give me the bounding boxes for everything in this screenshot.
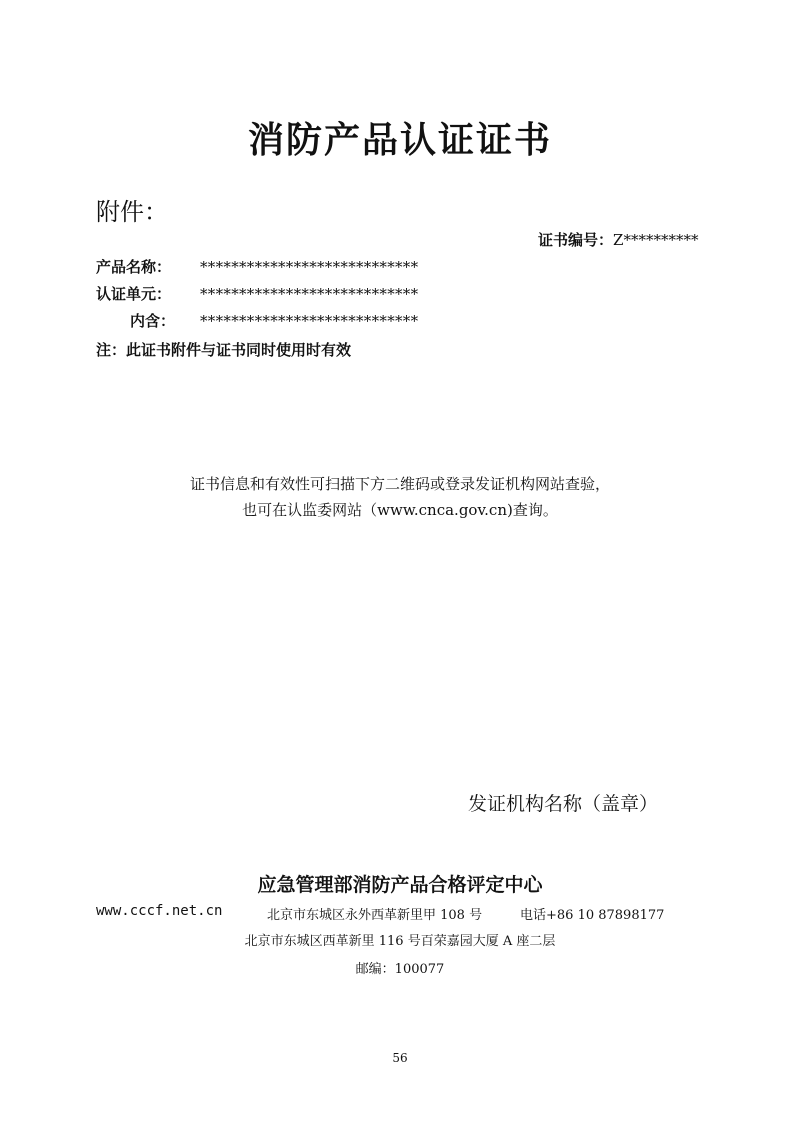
field-label: 产品名称： [96,258,172,276]
verify-info-line-2: 也可在认监委网站（www.cnca.gov.cn)查询。 [242,501,558,519]
issuer-address-1: 北京市东城区永外西革新里甲 108 号 [267,908,483,923]
certificate-number [538,229,698,250]
field-row-product-name [96,256,418,277]
validity-note: 注：此证书附件与证书同时使用时有效 [96,341,352,359]
certificate-number-label: 证书编号： [538,231,614,249]
field-value: **************************** [200,312,419,330]
field-label: 认证单元： [96,285,172,303]
page-number: 56 [392,1051,408,1065]
issuer-postcode: 邮编：100077 [355,962,445,977]
issuer-seal-text: 发证机构名称（盖章） [468,793,659,815]
field-row-contains [96,310,418,331]
issuer-website-link[interactable]: www.cccf.net.cn [96,903,223,919]
issuer-address-2: 北京市东城区西革新里 116 号百荣嘉园大厦 A 座二层 [244,934,556,949]
field-value: **************************** [200,285,419,303]
verify-info-line-1: 证书信息和有效性可扫描下方二维码或登录发证机构网站查验， [189,475,610,493]
attachment-label: 附件： [96,198,168,226]
certificate-number-value: Z********** [613,231,699,249]
field-value: **************************** [200,258,419,276]
issuer-name: 应急管理部消防产品合格评定中心 [257,874,543,896]
field-label: 内含： [130,312,176,330]
document-title: 消防产品认证证书 [247,119,552,161]
field-row-cert-unit [96,283,418,304]
issuer-phone: 电话+86 10 87898177 [520,908,665,923]
